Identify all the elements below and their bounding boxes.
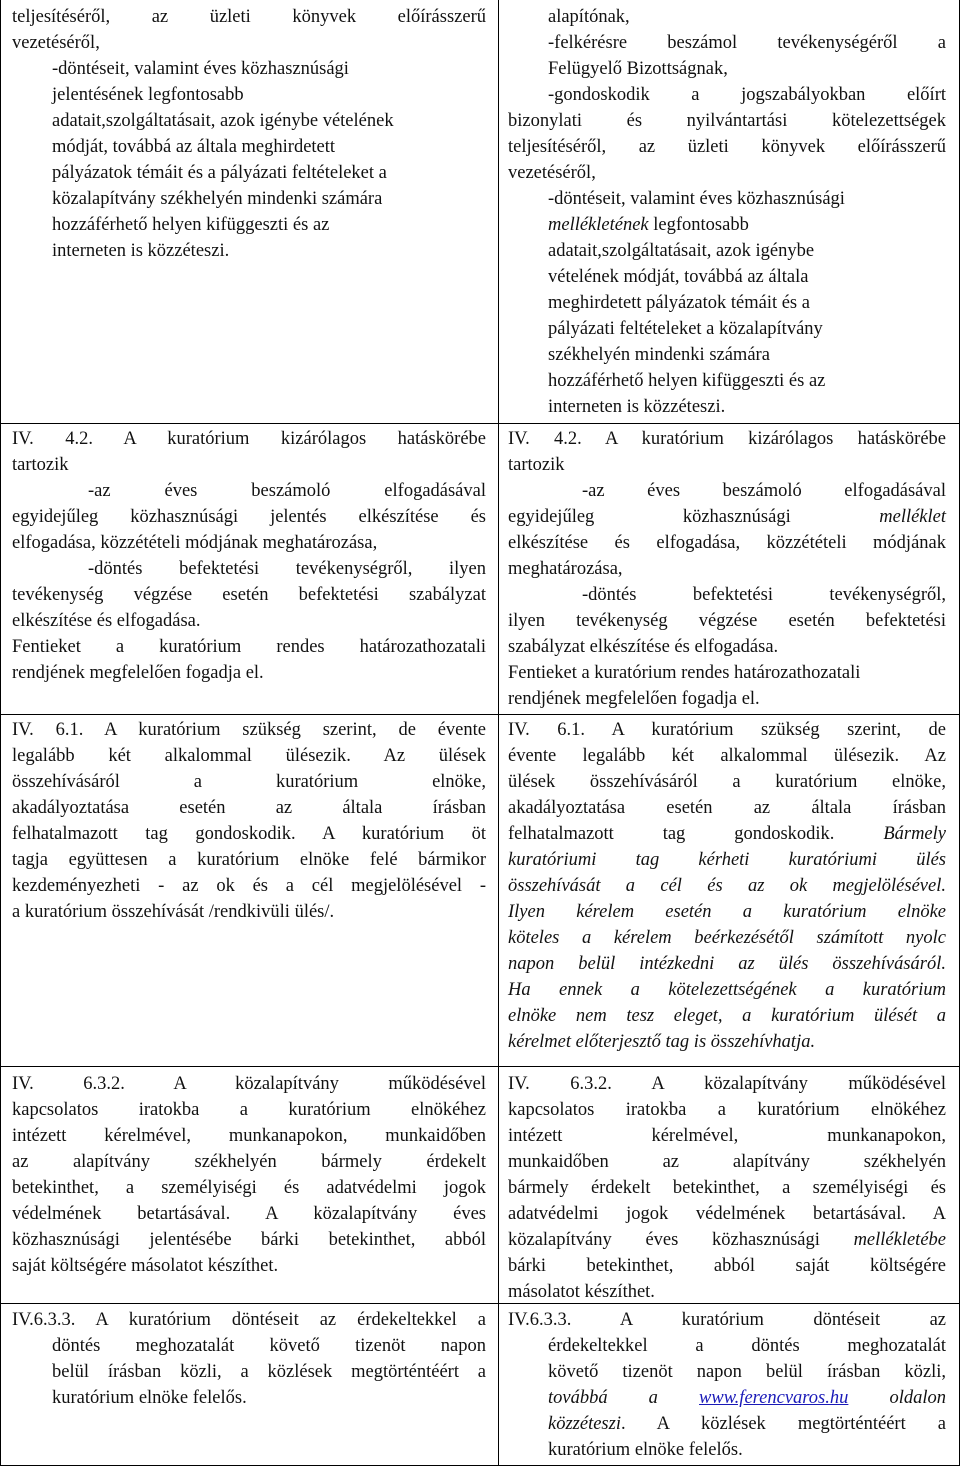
- text-line: közhasznúsági jelentésébe bárki betekinthet, abból: [12, 1230, 486, 1250]
- text-line: [508, 821, 946, 847]
- italic-line: összehívását a cél és az ok megjelölésével.: [508, 876, 946, 896]
- left-cell-row2: [12, 426, 486, 686]
- text-line: -az éves beszámoló elfogadásával: [582, 481, 946, 501]
- text-line: -döntéseit, valamint éves közhasznúsági: [548, 189, 845, 209]
- text-line: bizonylati és nyilvántartási kötelezettségek: [508, 111, 946, 131]
- text-line: -gondoskodik a jogszabályokban előírt: [548, 85, 946, 105]
- text-span: legfontosabb: [648, 215, 749, 235]
- text-line: teljesítéséről, az üzleti könyvek előírásszerű: [508, 137, 946, 157]
- text-line: kapcsolatos iratokba a kuratórium elnökéhez: [508, 1100, 946, 1120]
- left-cell-row5: [12, 1307, 486, 1411]
- text-line: egyidejűleg közhasznúsági jelentés elkészítése és: [12, 507, 486, 527]
- italic-line: Ilyen kérelem esetén a kuratórium elnöke: [508, 902, 946, 922]
- text-line: felhatalmazott tag gondoskodik. A kuratórium öt: [12, 824, 486, 844]
- text-line: pályázati feltételeket a közalapítvány: [548, 319, 823, 339]
- text-line: meghirdetett pályázatok témáit és a: [548, 293, 810, 313]
- text-line: intézett kérelmével, munkanapokon, munkaidőben: [12, 1126, 486, 1146]
- text-line: munkaidőben az alapítvány székhelyén: [508, 1152, 946, 1172]
- row-divider: [0, 714, 960, 715]
- text-line: tartozik: [508, 455, 565, 475]
- italic-text: mellékletének: [548, 215, 649, 235]
- text-line: meghatározása,: [508, 559, 623, 579]
- section-heading: IV. 6.1. A kuratórium szükség szerint, de: [508, 720, 946, 740]
- italic-line: napon belül intézkedni az ülés összehívásáról.: [508, 954, 946, 974]
- text-span: közalapítvány éves közhasznúsági: [508, 1230, 854, 1250]
- text-line: adatait,szolgáltatásait, azok igénybe: [548, 241, 815, 261]
- text-line: szabályzat elkészítése és elfogadása.: [508, 637, 779, 657]
- text-span: felhatalmazott tag gondoskodik.: [508, 824, 884, 844]
- text-line: -az éves beszámoló elfogadásával: [88, 481, 486, 501]
- text-span: . A közlések megtörténtéért a: [620, 1414, 946, 1434]
- text-line: pályázatok témáit és a pályázati feltételeket a: [52, 163, 387, 183]
- text-line: rendjének megfelelően fogadja el.: [508, 689, 760, 709]
- text-line: bármely érdekelt betekinthet, a személyiségi és: [508, 1178, 946, 1198]
- website-link[interactable]: www.ferencvaros.hu: [699, 1388, 849, 1408]
- text-line: másolatot készíthet.: [508, 1282, 655, 1302]
- text-line: Fentieket a kuratórium rendes határozathozatali: [508, 663, 861, 683]
- text-line: intézett kérelmével, munkanapokon,: [508, 1126, 946, 1146]
- text-line: adatait,szolgáltatásait, azok igénybe vételének: [52, 111, 394, 131]
- text-line: -döntéseit, valamint éves közhasznúsági: [52, 59, 349, 79]
- italic-line: kérelmet előterjesztő tag is összehívhatja.: [508, 1032, 816, 1052]
- section-heading: IV. 6.3.2. A közalapítvány működésével: [508, 1074, 946, 1094]
- right-cell-row5: [508, 1307, 946, 1463]
- text-line: betekinthet, a személyiségi és adatvédelmi jogok: [12, 1178, 486, 1198]
- italic-line: elnöke nem tesz eleget, a kuratórium ülését a: [508, 1006, 946, 1026]
- italic-text: közzéteszi: [548, 1414, 621, 1434]
- text-line: az alapítvány székhelyén bármely érdekelt: [12, 1152, 486, 1172]
- text-line: tagja együttesen a kuratórium elnöke felé bármikor: [12, 850, 486, 870]
- italic-line: kuratóriumi tag kérheti kuratóriumi ülés: [508, 850, 946, 870]
- section-heading: IV. 6.3.2. A közalapítvány működésével: [12, 1074, 486, 1094]
- text-line: a kuratórium összehívását /rendkivüli ülés/.: [12, 902, 335, 922]
- text-line: adatvédelmi jogok védelmének betartásával. A: [508, 1204, 946, 1224]
- text-line: Felügyelő Bizottságnak,: [548, 59, 728, 79]
- text-line: kuratórium elnöke felelős.: [52, 1388, 247, 1408]
- text-line: legalább két alkalommal ülésezik. Az ülések: [12, 746, 486, 766]
- text-line: [548, 1411, 946, 1437]
- text-line: jelentésének legfontosabb: [52, 85, 244, 105]
- text-line: akadályoztatása esetén az általa írásban: [12, 798, 486, 818]
- text-line: interneten is közzéteszi.: [52, 241, 230, 261]
- text-line: [548, 212, 946, 238]
- text-line: teljesítéséről, az üzleti könyvek előírásszerű: [12, 7, 486, 27]
- text-line: évente legalább két alkalommal ülésezik. Az: [508, 746, 946, 766]
- text-line: belül írásban közli, a közlések megtörténtéért a: [52, 1362, 486, 1382]
- text-line: elkészítése és elfogadása.: [12, 611, 201, 631]
- text-line: székhelyén mindenki számára: [548, 345, 770, 365]
- text-line: elkészítése és elfogadása, közzétételi módjának: [508, 533, 946, 553]
- text-line: érdekeltekkel a döntés meghozatalát: [548, 1336, 946, 1356]
- text-line: kapcsolatos iratokba a kuratórium elnökéhez: [12, 1100, 486, 1120]
- section-heading: IV.6.3.3. A kuratórium döntéseit az: [508, 1310, 946, 1330]
- italic-text: melléklet: [879, 507, 947, 527]
- row-divider: [0, 1066, 960, 1067]
- text-line: rendjének megfelelően fogadja el.: [12, 663, 264, 683]
- row-divider: [0, 423, 960, 424]
- text-line: ilyen tevékenység végzése esetén befektetési: [508, 611, 946, 631]
- text-line: kuratórium elnöke felelős.: [548, 1440, 743, 1460]
- section-heading: IV.6.3.3. A kuratórium döntéseit az érdekeltekkel a: [12, 1310, 486, 1330]
- text-line: ülések összehívásáról a kuratórium elnöke,: [508, 772, 946, 792]
- text-line: interneten is közzéteszi.: [548, 397, 726, 417]
- text-line: elfogadása, közzétételi módjának meghatározása,: [12, 533, 378, 553]
- left-cell-row4: [12, 1071, 486, 1279]
- text-line: -döntés befektetési tevékenységről, ilyen: [88, 559, 486, 579]
- text-line: vételének módját, továbbá az általa: [548, 267, 809, 287]
- right-cell-row1b: [508, 108, 946, 186]
- text-line: követő tizenöt napon belül írásban közli,: [548, 1362, 946, 1382]
- section-heading: IV. 4.2. A kuratórium kizárólagos hatáskörébe: [508, 429, 946, 449]
- right-cell-row3: [508, 717, 946, 1055]
- text-line: összehívásáról a kuratórium elnöke,: [12, 772, 486, 792]
- text-line: döntés meghozatalát követő tizenöt napon: [52, 1336, 486, 1356]
- italic-line: Ha ennek a kötelezettségének a kuratórium: [508, 980, 946, 1000]
- text-line: kezdeményezheti - az ok és a cél megjelölésével -: [12, 876, 486, 896]
- italic-text: mellékletébe: [853, 1230, 946, 1250]
- text-line: bárki betekinthet, abból saját költségére: [508, 1256, 946, 1276]
- text-line: [548, 1385, 946, 1411]
- text-line: hozzáférhető helyen kifüggeszti és az: [548, 371, 826, 391]
- text-line: hozzáférhető helyen kifüggeszti és az: [52, 215, 330, 235]
- left-cell-row3: [12, 717, 486, 925]
- right-cell-row1: [548, 4, 946, 108]
- text-span: egyidejűleg közhasznúsági: [508, 507, 791, 527]
- right-cell-row4: [508, 1071, 946, 1305]
- table-border-left: [0, 0, 1, 1466]
- italic-text: továbbá a: [548, 1388, 700, 1408]
- text-line: akadályoztatása esetén az általa írásban: [508, 798, 946, 818]
- text-line: védelmének betartásával. A közalapítvány éves: [12, 1204, 486, 1224]
- text-line: tevékenység végzése esetén befektetési szabályzat: [12, 585, 486, 605]
- text-line: vezetéséről,: [508, 163, 596, 183]
- section-heading: IV. 4.2. A kuratórium kizárólagos hatáskörébe: [12, 429, 486, 449]
- italic-line: köteles a kérelem beérkezésétől számított nyolc: [508, 928, 946, 948]
- text-line: [508, 1227, 946, 1253]
- text-line: -felkérésre beszámol tevékenységéről a: [548, 33, 946, 53]
- text-line: Fentieket a kuratórium rendes határozathozatali: [12, 637, 486, 657]
- italic-text: oldalon: [848, 1388, 947, 1408]
- text-line: közalapítvány székhelyén mindenki számára: [52, 189, 383, 209]
- text-line: tartozik: [12, 455, 69, 475]
- right-cell-row1c: [548, 186, 946, 420]
- right-cell-row2: [508, 426, 946, 712]
- left-cell-row1: [12, 4, 486, 264]
- text-line: -döntés befektetési tevékenységről,: [582, 585, 946, 605]
- table-column-divider: [498, 0, 499, 1466]
- text-line: módját, továbbá az általa meghirdetett: [52, 137, 336, 157]
- text-line: alapítónak,: [548, 7, 630, 27]
- italic-text: Bármely: [883, 824, 946, 844]
- section-heading: IV. 6.1. A kuratórium szükség szerint, de évente: [12, 720, 486, 740]
- text-line: [508, 504, 946, 530]
- text-line: saját költségére másolatot készíthet.: [12, 1256, 279, 1276]
- text-line: vezetéséről,: [12, 33, 100, 53]
